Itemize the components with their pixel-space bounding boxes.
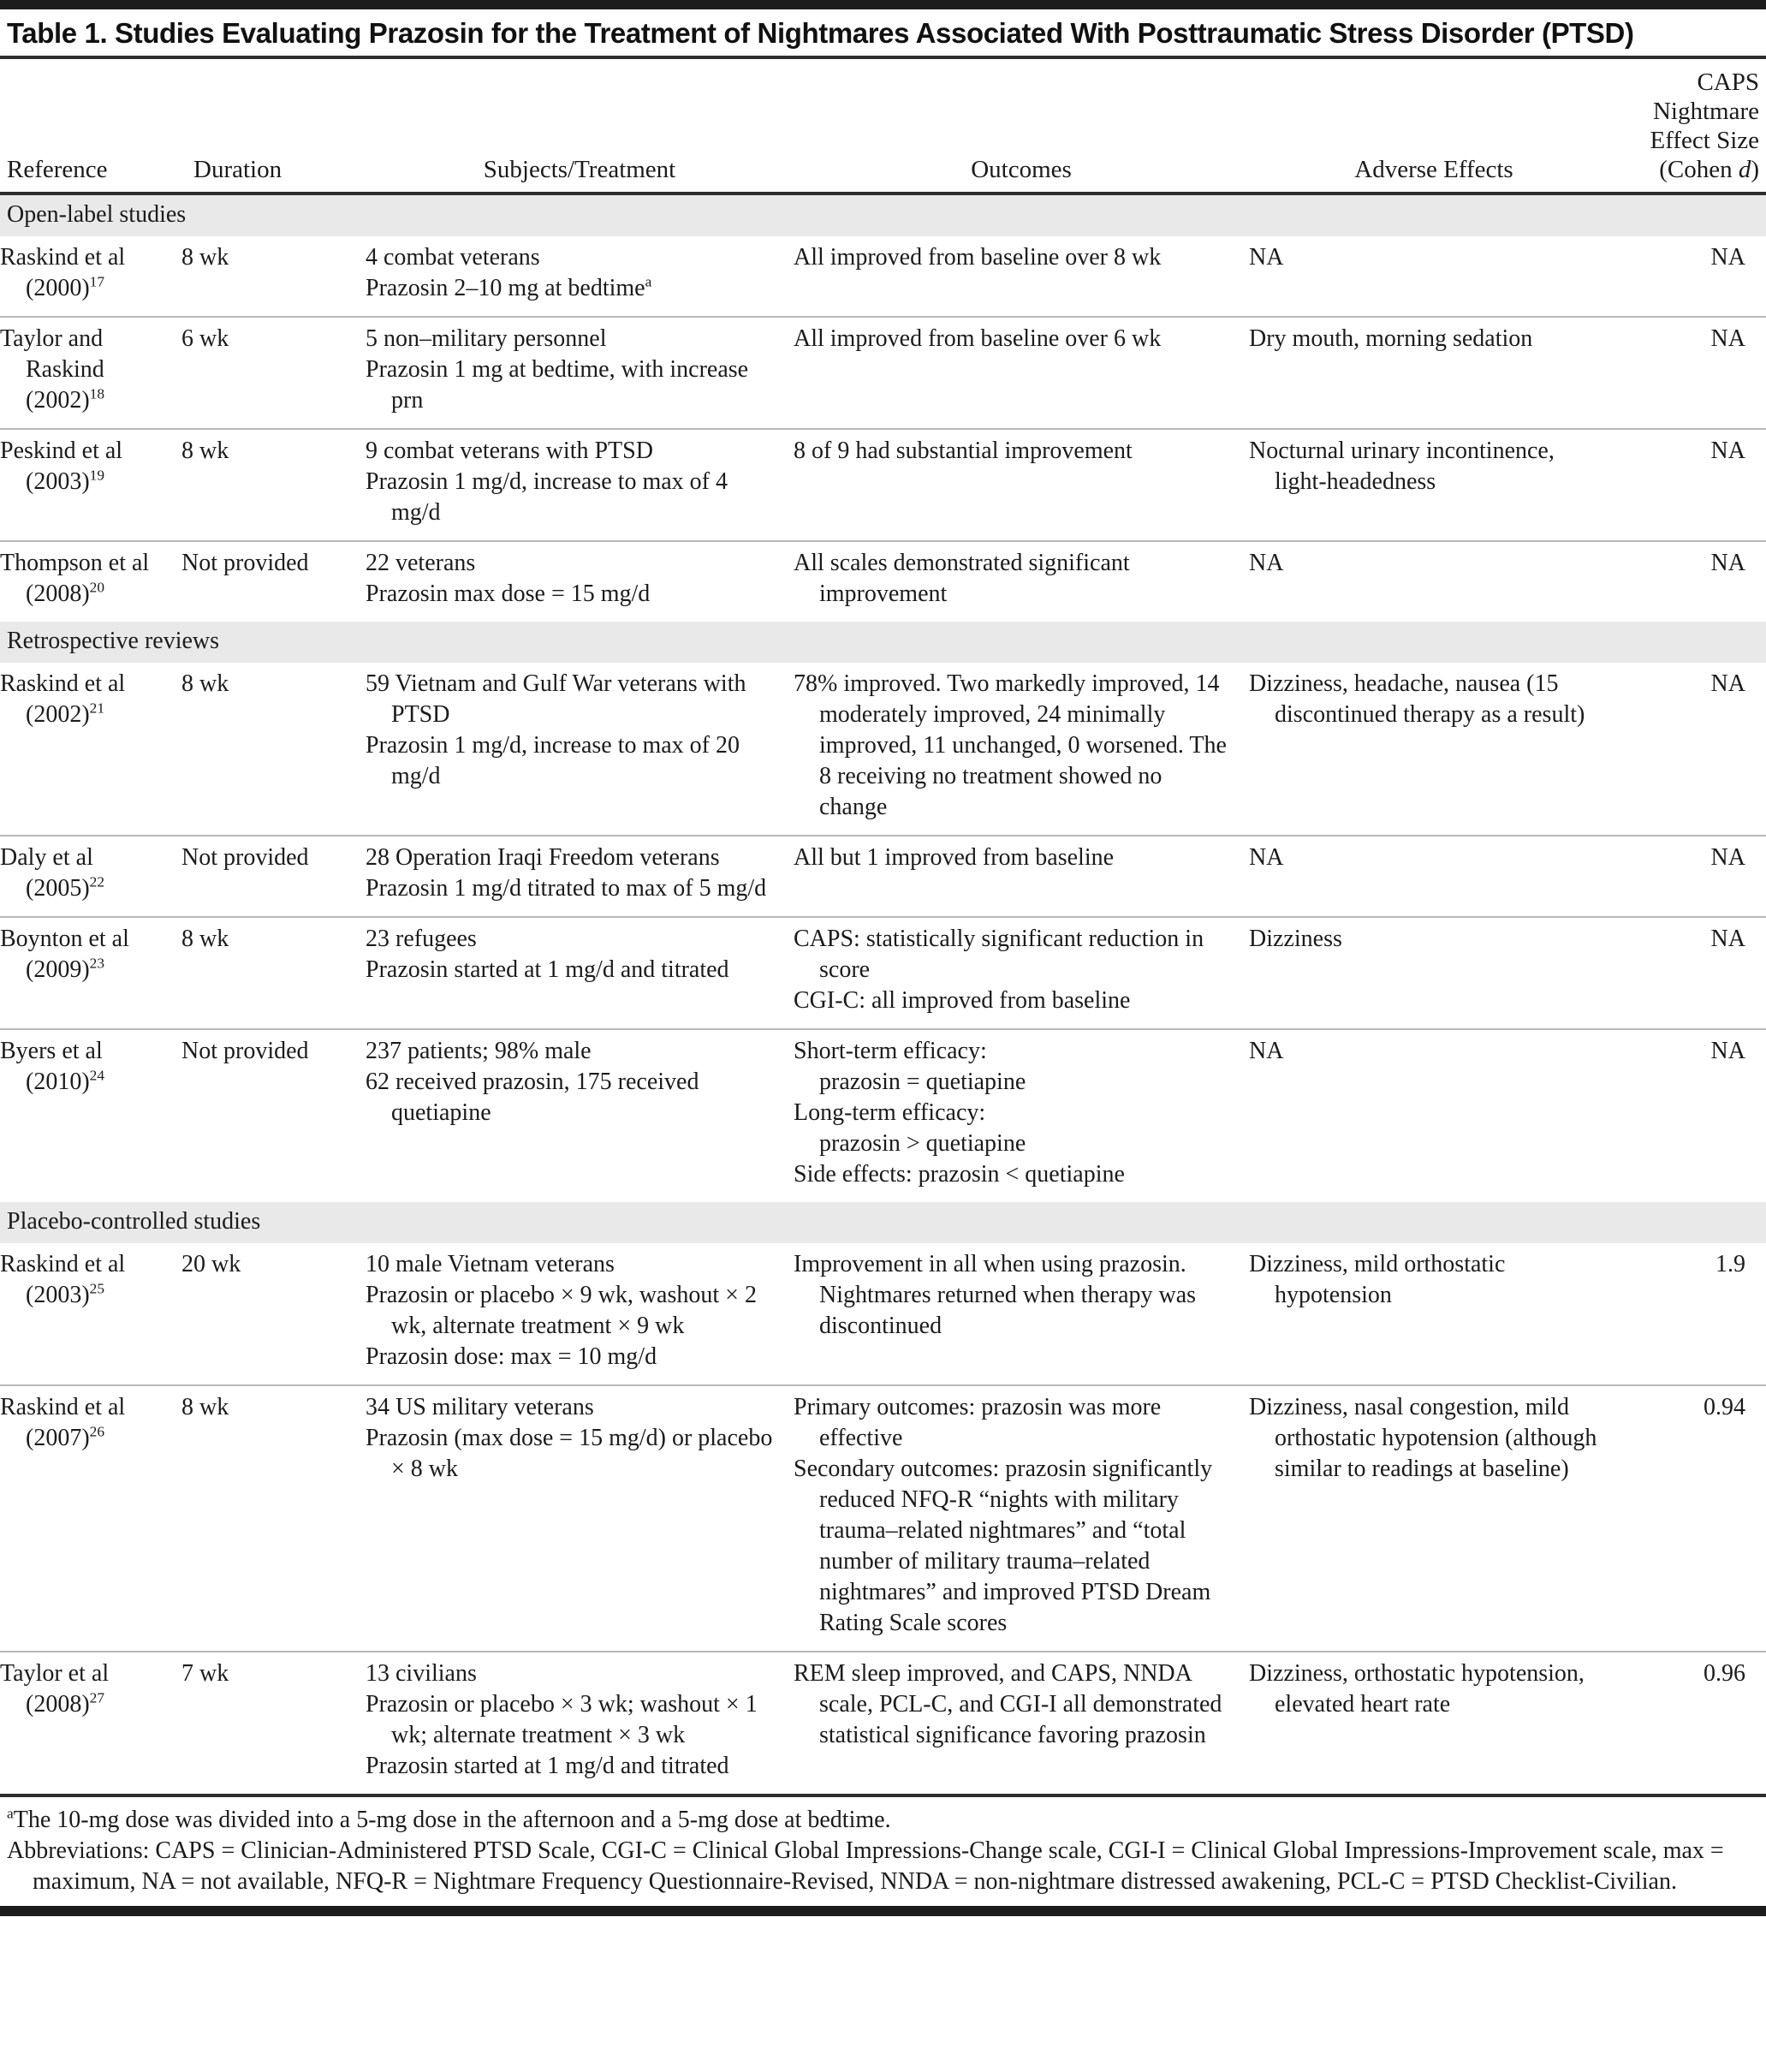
outcomes-cell <box>794 429 1249 541</box>
outcomes-cell-line: All improved from baseline over 6 wk <box>794 325 1162 352</box>
outcomes-cell-line: Short-term efficacy: <box>794 1038 987 1064</box>
col-header-duration: Duration <box>193 156 282 183</box>
adverse-effects-cell-line: Dizziness, orthostatic hypotension, elevated heart rate <box>1249 1660 1585 1718</box>
section-row <box>0 622 1766 663</box>
reference-cell <box>0 1243 181 1385</box>
subjects-treatment-cell-line: 59 Vietnam and Gulf War veterans with PTSD <box>366 670 746 728</box>
effect-size-cell: NA <box>1710 844 1745 871</box>
outcomes-cell-line: Side effects: prazosin < quetiapine <box>794 1161 1125 1188</box>
outcomes-cell-line: All but 1 improved from baseline <box>794 844 1115 871</box>
outcomes-cell <box>794 1029 1249 1202</box>
subjects-treatment-cell-line: Prazosin max dose = 15 mg/d <box>366 581 651 607</box>
outcomes-cell-line: Secondary outcomes: prazosin significantly reduced NFQ-R “nights with military trauma–related nightmares” and “total number of military trauma–related nightmares” and improved PTSD Dream Rating Scale scores <box>794 1456 1213 1636</box>
table-row <box>0 1029 1766 1202</box>
subjects-treatment-cell-line: Prazosin dose: max = 10 mg/d <box>366 1343 657 1370</box>
subjects-treatment-cell-line: Prazosin started at 1 mg/d and titrated <box>366 956 729 983</box>
outcomes-cell-line: Improvement in all when using prazosin. Nightmares returned when therapy was discontinued <box>794 1251 1197 1339</box>
superscript-note: 26 <box>89 1423 105 1440</box>
outcomes-cell-line: REM sleep improved, and CAPS, NNDA scale, PCL-C, and CGI-I all demonstrated statistical significance favoring prazosin <box>794 1660 1222 1748</box>
footnote-a-marker: a <box>7 1805 14 1822</box>
top-rule <box>0 0 1766 9</box>
table-row <box>0 1652 1766 1794</box>
effect-header-line2: Nightmare <box>1652 98 1759 125</box>
bottom-rule <box>0 1906 1766 1916</box>
subjects-treatment-cell <box>366 1385 794 1652</box>
effect-size-cell: NA <box>1710 670 1745 697</box>
section-label: Placebo-controlled studies <box>0 1202 1766 1243</box>
table-body <box>0 194 1766 1794</box>
outcomes-cell <box>794 317 1249 429</box>
duration-cell: 20 wk <box>181 1251 241 1277</box>
table-row <box>0 1243 1766 1385</box>
col-header-adverse-effects: Adverse Effects <box>1354 156 1513 183</box>
col-header-reference: Reference <box>7 156 108 183</box>
subjects-treatment-cell-line: 5 non–military personnel <box>366 325 607 352</box>
duration-cell: 8 wk <box>181 670 229 697</box>
table-row <box>0 429 1766 541</box>
table-row <box>0 236 1766 317</box>
reference-cell-line: Raskind et al $(2003)^{25}$ <box>0 1251 126 1308</box>
duration-cell: 8 wk <box>181 438 229 464</box>
reference-cell-line: Peskind et al $(2003)^{19}$ <box>0 438 123 495</box>
duration-cell: Not provided <box>181 1038 309 1064</box>
subjects-treatment-cell <box>366 1243 794 1385</box>
subjects-treatment-cell-line: 9 combat veterans with PTSD <box>366 438 653 464</box>
table-row <box>0 1385 1766 1652</box>
adverse-effects-cell <box>1249 317 1619 429</box>
outcomes-cell-line: Long-term efficacy: <box>794 1099 986 1126</box>
table-title: Table 1. Studies Evaluating Prazosin for the Treatment of Nightmares Associated With Posttraumatic Stress Disorder (PTSD) <box>0 9 1766 59</box>
outcomes-cell <box>794 236 1249 317</box>
adverse-effects-cell <box>1249 1652 1619 1794</box>
outcomes-cell-line: 78% improved. Two markedly improved, 14 moderately improved, 24 minimally improved, 11 unchanged, 0 worsened. The 8 receiving no treatment showed no change <box>794 670 1227 820</box>
superscript-note: 17 <box>89 273 105 290</box>
superscript-note: 19 <box>89 467 105 484</box>
subjects-treatment-cell-line: Prazosin 1 mg/d, increase to max of 20 mg/d <box>366 732 740 789</box>
duration-cell: 6 wk <box>181 325 229 352</box>
superscript-note: 21 <box>89 700 105 717</box>
adverse-effects-cell-line: NA <box>1249 844 1284 871</box>
adverse-effects-cell <box>1249 1385 1619 1652</box>
reference-cell-line: Boynton et al $(2009)^{23}$ <box>0 926 129 983</box>
effect-header-cohen: (Cohen d) <box>1659 156 1759 183</box>
subjects-treatment-cell-line: Prazosin (max dose = 15 mg/d) or placebo × 8 wk <box>366 1425 773 1482</box>
col-header-subjects-treatment: Subjects/Treatment <box>483 156 676 183</box>
reference-cell <box>0 317 181 429</box>
adverse-effects-cell <box>1249 1243 1619 1385</box>
outcomes-cell-line: All scales demonstrated significant improvement <box>794 550 1130 607</box>
subjects-treatment-cell-line: Prazosin 1 mg/d titrated to max of 5 mg/d <box>366 875 767 902</box>
subjects-treatment-cell-line: 10 male Vietnam veterans <box>366 1251 615 1277</box>
reference-cell <box>0 1385 181 1652</box>
subjects-treatment-cell <box>366 836 794 917</box>
superscript-note: 24 <box>89 1067 105 1084</box>
subjects-treatment-cell-line: 62 received prazosin, 175 received quetiapine <box>366 1069 699 1126</box>
duration-cell: Not provided <box>181 550 309 576</box>
col-header-outcomes: Outcomes <box>971 156 1072 183</box>
footnote-a <box>7 1805 1759 1836</box>
subjects-treatment-cell-line: 237 patients; 98% male <box>366 1038 592 1064</box>
subjects-treatment-cell <box>366 236 794 317</box>
subjects-treatment-cell-line: Prazosin 1 mg at bedtime, with increase prn <box>366 356 749 414</box>
duration-cell: 7 wk <box>181 1660 229 1687</box>
outcomes-cell <box>794 541 1249 622</box>
effect-size-cell: NA <box>1710 926 1745 952</box>
subjects-treatment-cell-line: 4 combat veterans <box>366 244 540 271</box>
duration-cell: 8 wk <box>181 1394 229 1420</box>
section-label: Open-label studies <box>0 194 1766 236</box>
subjects-treatment-cell-line: 23 refugees <box>366 926 477 952</box>
subjects-treatment-cell-line: Prazosin started at 1 mg/d and titrated <box>366 1753 729 1779</box>
outcomes-cell <box>794 917 1249 1029</box>
adverse-effects-cell <box>1249 236 1619 317</box>
outcomes-cell <box>794 1243 1249 1385</box>
reference-cell-line: Byers et al $(2010)^{24}$ <box>0 1038 105 1095</box>
section-row <box>0 1202 1766 1243</box>
adverse-effects-cell <box>1249 663 1619 836</box>
duration-cell: 8 wk <box>181 244 229 271</box>
effect-size-cell: NA <box>1710 325 1745 352</box>
footnote-a-text: The 10-mg dose was divided into a 5-mg dose in the afternoon and a 5-mg dose at bedtime. <box>13 1807 891 1833</box>
header-row <box>0 59 1766 194</box>
subjects-treatment-cell-line: Prazosin or placebo × 9 wk, washout × 2 wk, alternate treatment × 9 wk <box>366 1282 757 1339</box>
adverse-effects-cell-line: Dizziness <box>1249 926 1342 952</box>
outcomes-cell <box>794 836 1249 917</box>
adverse-effects-cell <box>1249 429 1619 541</box>
adverse-effects-cell-line: Dizziness, nasal congestion, mild orthostatic hypotension (although similar to readings at baseline) <box>1249 1394 1597 1482</box>
outcomes-cell-line: Primary outcomes: prazosin was more effective <box>794 1394 1162 1451</box>
table-row <box>0 317 1766 429</box>
subjects-treatment-cell-line: 28 Operation Iraqi Freedom veterans <box>366 844 720 871</box>
reference-cell-line: Daly et al $(2005)^{22}$ <box>0 844 105 902</box>
superscript-note: 22 <box>89 873 105 890</box>
outcomes-cell-line: prazosin > quetiapine <box>819 1130 1026 1157</box>
superscript-note: 27 <box>89 1689 105 1706</box>
adverse-effects-cell <box>1249 917 1619 1029</box>
reference-cell-line: Raskind et al $(2000)^{17}$ <box>0 244 126 301</box>
reference-cell-line: Raskind et al $(2007)^{26}$ <box>0 1394 126 1451</box>
section-row <box>0 194 1766 236</box>
superscript-note: 23 <box>89 955 105 972</box>
adverse-effects-cell-line: Dizziness, mild orthostatic hypotension <box>1249 1251 1506 1308</box>
reference-cell-line: Raskind et al $(2002)^{21}$ <box>0 670 126 728</box>
effect-header-line1: CAPS <box>1697 68 1759 96</box>
footnote-abbreviations: Abbreviations: CAPS = Clinician-Administered PTSD Scale, CGI-C = Clinical Global Impressions-Change scale, CGI-I = Clinical Global Impressions-Improvement scale, max = maximum, NA = not available, NFQ-R = Nightmare Frequency Questionnaire-Revised, NNDA = non-nightmare distressed awakening, PCL-C = PTSD Checklist-Civilian. <box>7 1837 1724 1895</box>
subjects-treatment-cell-line: 13 civilians <box>366 1660 477 1687</box>
adverse-effects-cell-line: NA <box>1249 244 1284 271</box>
section-label: Retrospective reviews <box>0 622 1766 663</box>
subjects-treatment-cell <box>366 429 794 541</box>
effect-size-cell: NA <box>1710 550 1745 576</box>
effect-size-cell: NA <box>1710 244 1745 271</box>
reference-cell <box>0 541 181 622</box>
superscript-note: a <box>645 273 652 290</box>
subjects-treatment-cell-line: Prazosin 2–10 mg at bedtime$^a$ <box>366 273 652 301</box>
effect-size-cell: 0.94 <box>1704 1394 1745 1420</box>
adverse-effects-cell-line: NA <box>1249 550 1284 576</box>
subjects-treatment-cell <box>366 1029 794 1202</box>
outcomes-cell-line: prazosin = quetiapine <box>819 1069 1026 1095</box>
adverse-effects-cell <box>1249 836 1619 917</box>
adverse-effects-cell-line: NA <box>1249 1038 1284 1064</box>
adverse-effects-cell-line: Nocturnal urinary incontinence, light-headedness <box>1249 438 1555 495</box>
duration-cell: 8 wk <box>181 926 229 952</box>
outcomes-cell-line: 8 of 9 had substantial improvement <box>794 438 1133 464</box>
adverse-effects-cell <box>1249 1029 1619 1202</box>
effect-size-cell: 1.9 <box>1715 1251 1745 1277</box>
adverse-effects-cell-line: Dizziness, headache, nausea (15 discontinued therapy as a result) <box>1249 670 1585 728</box>
table-header <box>0 59 1766 194</box>
outcomes-cell <box>794 663 1249 836</box>
superscript-note: 20 <box>89 579 105 596</box>
table-row <box>0 836 1766 917</box>
reference-cell <box>0 917 181 1029</box>
table-row <box>0 541 1766 622</box>
reference-cell <box>0 236 181 317</box>
subjects-treatment-cell <box>366 663 794 836</box>
outcomes-cell-line: CGI-C: all improved from baseline <box>794 987 1131 1014</box>
adverse-effects-cell-line: Dry mouth, morning sedation <box>1249 325 1533 352</box>
reference-cell-line: Taylor and Raskind $(2002)^{18}$ <box>0 325 105 414</box>
subjects-treatment-cell <box>366 541 794 622</box>
subjects-treatment-cell-line: Prazosin or placebo × 3 wk; washout × 1 wk; alternate treatment × 3 wk <box>366 1691 758 1748</box>
reference-cell <box>0 663 181 836</box>
reference-cell-line: Taylor et al $(2008)^{27}$ <box>0 1660 110 1718</box>
footnotes <box>0 1794 1766 1899</box>
duration-cell: Not provided <box>181 844 309 871</box>
effect-header-line3: Effect Size <box>1650 127 1759 154</box>
reference-cell <box>0 1029 181 1202</box>
subjects-treatment-cell-line: 22 veterans <box>366 550 476 576</box>
effect-size-cell: 0.96 <box>1704 1660 1745 1687</box>
superscript-note: 18 <box>89 385 105 402</box>
studies-table <box>0 59 1766 1794</box>
reference-cell <box>0 1652 181 1794</box>
subjects-treatment-cell <box>366 317 794 429</box>
effect-size-cell: NA <box>1710 438 1745 464</box>
reference-cell-line: Thompson et al $(2008)^{20}$ <box>0 550 150 607</box>
outcomes-cell <box>794 1652 1249 1794</box>
table-row <box>0 917 1766 1029</box>
outcomes-cell-line: All improved from baseline over 8 wk <box>794 244 1162 271</box>
reference-cell <box>0 836 181 917</box>
effect-size-cell: NA <box>1710 1038 1745 1064</box>
outcomes-cell <box>794 1385 1249 1652</box>
subjects-treatment-cell <box>366 1652 794 1794</box>
subjects-treatment-cell-line: Prazosin 1 mg/d, increase to max of 4 mg/d <box>366 468 728 526</box>
subjects-treatment-cell <box>366 917 794 1029</box>
table-row <box>0 663 1766 836</box>
subjects-treatment-cell-line: 34 US military veterans <box>366 1394 594 1420</box>
outcomes-cell-line: CAPS: statistically significant reduction in score <box>794 926 1204 983</box>
reference-cell <box>0 429 181 541</box>
superscript-note: 25 <box>89 1280 105 1297</box>
adverse-effects-cell <box>1249 541 1619 622</box>
col-header-caps-effect-size <box>1619 59 1766 194</box>
